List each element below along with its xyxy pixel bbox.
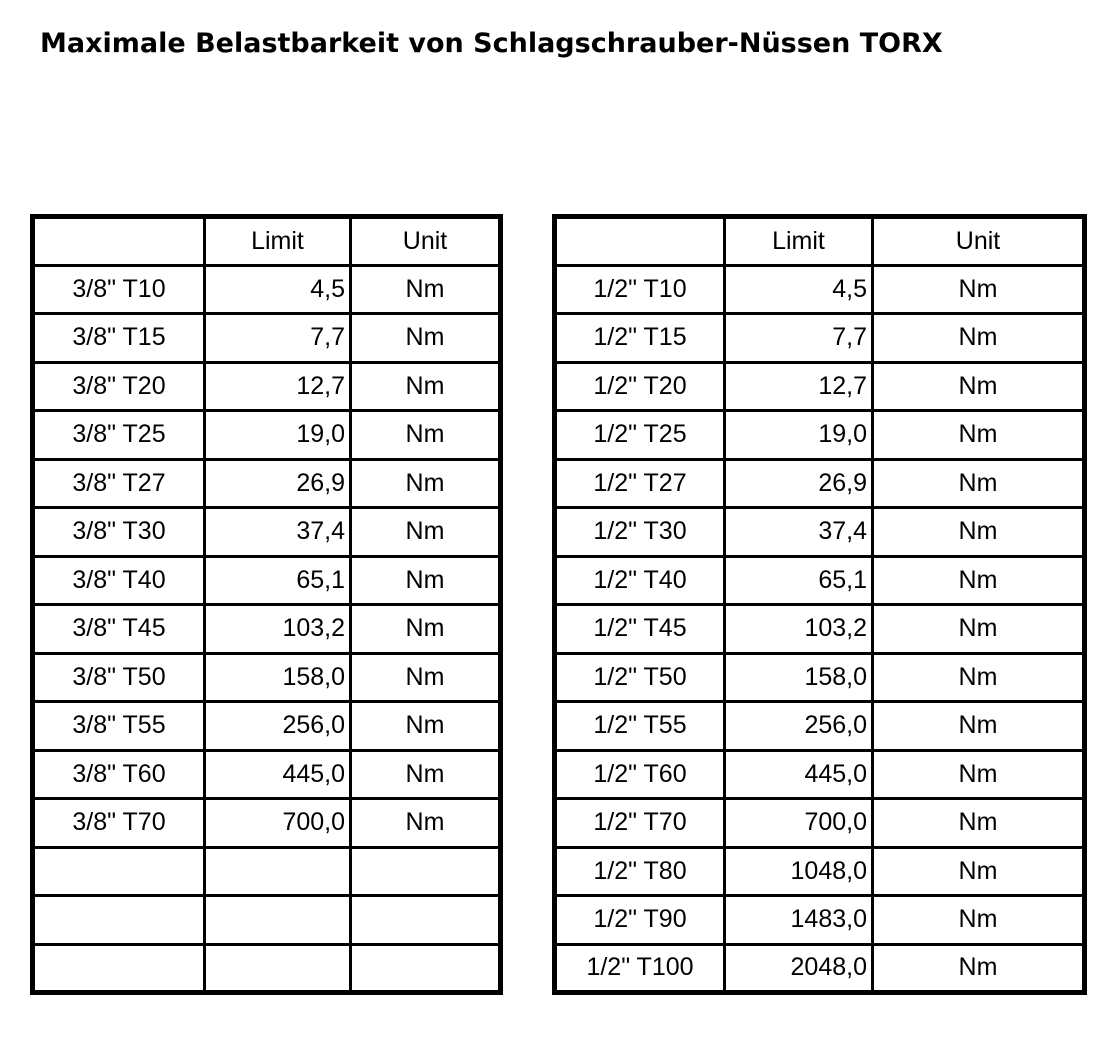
table-row <box>555 314 1085 363</box>
unit-cell <box>351 847 501 896</box>
table-row <box>33 605 501 654</box>
limit-cell: 12,7 <box>205 362 351 411</box>
unit-cell: Nm <box>873 605 1085 654</box>
page-title: Maximale Belastbarkeit von Schlagschrauber-Nüssen TORX <box>40 28 943 59</box>
table-row <box>555 944 1085 993</box>
limit-cell: 1483,0 <box>725 896 873 945</box>
unit-cell: Nm <box>351 799 501 848</box>
unit-cell: Nm <box>351 556 501 605</box>
limit-cell: 19,0 <box>205 411 351 460</box>
limit-cell: 37,4 <box>205 508 351 557</box>
size-cell: 1/2" T25 <box>555 411 725 460</box>
limit-cell: 65,1 <box>205 556 351 605</box>
limit-cell: 158,0 <box>725 653 873 702</box>
limit-cell: 4,5 <box>205 265 351 314</box>
table-row <box>33 362 501 411</box>
size-cell: 3/8" T20 <box>33 362 205 411</box>
header-cell-limit: Limit <box>205 217 351 266</box>
limit-cell: 7,7 <box>205 314 351 363</box>
size-cell <box>33 944 205 993</box>
size-cell: 1/2" T27 <box>555 459 725 508</box>
limit-cell: 26,9 <box>725 459 873 508</box>
unit-cell: Nm <box>873 508 1085 557</box>
unit-cell: Nm <box>873 847 1085 896</box>
unit-cell: Nm <box>351 362 501 411</box>
size-cell: 1/2" T55 <box>555 702 725 751</box>
limit-cell: 37,4 <box>725 508 873 557</box>
limit-cell: 103,2 <box>205 605 351 654</box>
size-cell: 1/2" T100 <box>555 944 725 993</box>
table-row <box>555 702 1085 751</box>
header-cell-size <box>33 217 205 266</box>
size-cell: 1/2" T50 <box>555 653 725 702</box>
size-cell: 1/2" T20 <box>555 362 725 411</box>
table-row <box>555 847 1085 896</box>
torque-table-1-2 <box>552 214 1087 995</box>
unit-cell: Nm <box>873 459 1085 508</box>
limit-cell: 26,9 <box>205 459 351 508</box>
limit-cell: 158,0 <box>205 653 351 702</box>
table-row <box>33 314 501 363</box>
unit-cell: Nm <box>351 605 501 654</box>
header-cell-size <box>555 217 725 266</box>
limit-cell <box>205 847 351 896</box>
limit-cell: 256,0 <box>725 702 873 751</box>
header-cell-unit: Unit <box>873 217 1085 266</box>
unit-cell: Nm <box>873 896 1085 945</box>
header-row <box>555 217 1085 266</box>
unit-cell: Nm <box>873 653 1085 702</box>
unit-cell: Nm <box>351 750 501 799</box>
table-row <box>33 750 501 799</box>
unit-cell <box>351 944 501 993</box>
table-row <box>33 508 501 557</box>
table-row <box>33 556 501 605</box>
size-cell: 3/8" T50 <box>33 653 205 702</box>
size-cell: 3/8" T60 <box>33 750 205 799</box>
unit-cell: Nm <box>351 653 501 702</box>
size-cell: 1/2" T10 <box>555 265 725 314</box>
table-row <box>555 265 1085 314</box>
limit-cell: 700,0 <box>205 799 351 848</box>
unit-cell: Nm <box>351 265 501 314</box>
unit-cell: Nm <box>351 411 501 460</box>
limit-cell: 256,0 <box>205 702 351 751</box>
header-cell-limit: Limit <box>725 217 873 266</box>
size-cell: 3/8" T45 <box>33 605 205 654</box>
size-cell: 1/2" T30 <box>555 508 725 557</box>
table-row <box>555 556 1085 605</box>
limit-cell: 4,5 <box>725 265 873 314</box>
size-cell: 1/2" T60 <box>555 750 725 799</box>
unit-cell: Nm <box>873 411 1085 460</box>
table-row <box>555 896 1085 945</box>
size-cell: 1/2" T90 <box>555 896 725 945</box>
table-row <box>33 896 501 945</box>
unit-cell: Nm <box>351 508 501 557</box>
table-row <box>555 750 1085 799</box>
table-row <box>555 459 1085 508</box>
limit-cell: 445,0 <box>205 750 351 799</box>
unit-cell: Nm <box>873 750 1085 799</box>
size-cell: 1/2" T15 <box>555 314 725 363</box>
unit-cell: Nm <box>873 944 1085 993</box>
torque-table-3-8 <box>30 214 503 995</box>
size-cell: 3/8" T10 <box>33 265 205 314</box>
size-cell: 1/2" T80 <box>555 847 725 896</box>
size-cell: 3/8" T25 <box>33 411 205 460</box>
table-row <box>33 459 501 508</box>
unit-cell: Nm <box>873 799 1085 848</box>
limit-cell: 103,2 <box>725 605 873 654</box>
unit-cell <box>351 896 501 945</box>
unit-cell: Nm <box>351 702 501 751</box>
table-row <box>33 702 501 751</box>
limit-cell: 2048,0 <box>725 944 873 993</box>
size-cell: 1/2" T40 <box>555 556 725 605</box>
table-row <box>555 362 1085 411</box>
table-row <box>555 411 1085 460</box>
table-row <box>33 799 501 848</box>
limit-cell <box>205 896 351 945</box>
size-cell: 3/8" T30 <box>33 508 205 557</box>
header-row <box>33 217 501 266</box>
limit-cell: 12,7 <box>725 362 873 411</box>
table-row <box>33 944 501 993</box>
header-cell-unit: Unit <box>351 217 501 266</box>
size-cell: 3/8" T70 <box>33 799 205 848</box>
size-cell: 1/2" T70 <box>555 799 725 848</box>
limit-cell <box>205 944 351 993</box>
limit-cell: 445,0 <box>725 750 873 799</box>
unit-cell: Nm <box>351 314 501 363</box>
table-row <box>33 265 501 314</box>
size-cell: 3/8" T15 <box>33 314 205 363</box>
unit-cell: Nm <box>873 556 1085 605</box>
limit-cell: 700,0 <box>725 799 873 848</box>
table-row <box>555 799 1085 848</box>
limit-cell: 19,0 <box>725 411 873 460</box>
unit-cell: Nm <box>351 459 501 508</box>
size-cell <box>33 847 205 896</box>
limit-cell: 65,1 <box>725 556 873 605</box>
limit-cell: 7,7 <box>725 314 873 363</box>
table-row <box>555 653 1085 702</box>
size-cell <box>33 896 205 945</box>
table-row <box>555 605 1085 654</box>
unit-cell: Nm <box>873 314 1085 363</box>
limit-cell: 1048,0 <box>725 847 873 896</box>
table-row <box>33 847 501 896</box>
size-cell: 3/8" T55 <box>33 702 205 751</box>
size-cell: 3/8" T27 <box>33 459 205 508</box>
size-cell: 3/8" T40 <box>33 556 205 605</box>
unit-cell: Nm <box>873 362 1085 411</box>
table-row <box>33 653 501 702</box>
size-cell: 1/2" T45 <box>555 605 725 654</box>
unit-cell: Nm <box>873 265 1085 314</box>
unit-cell: Nm <box>873 702 1085 751</box>
table-row <box>555 508 1085 557</box>
table-row <box>33 411 501 460</box>
